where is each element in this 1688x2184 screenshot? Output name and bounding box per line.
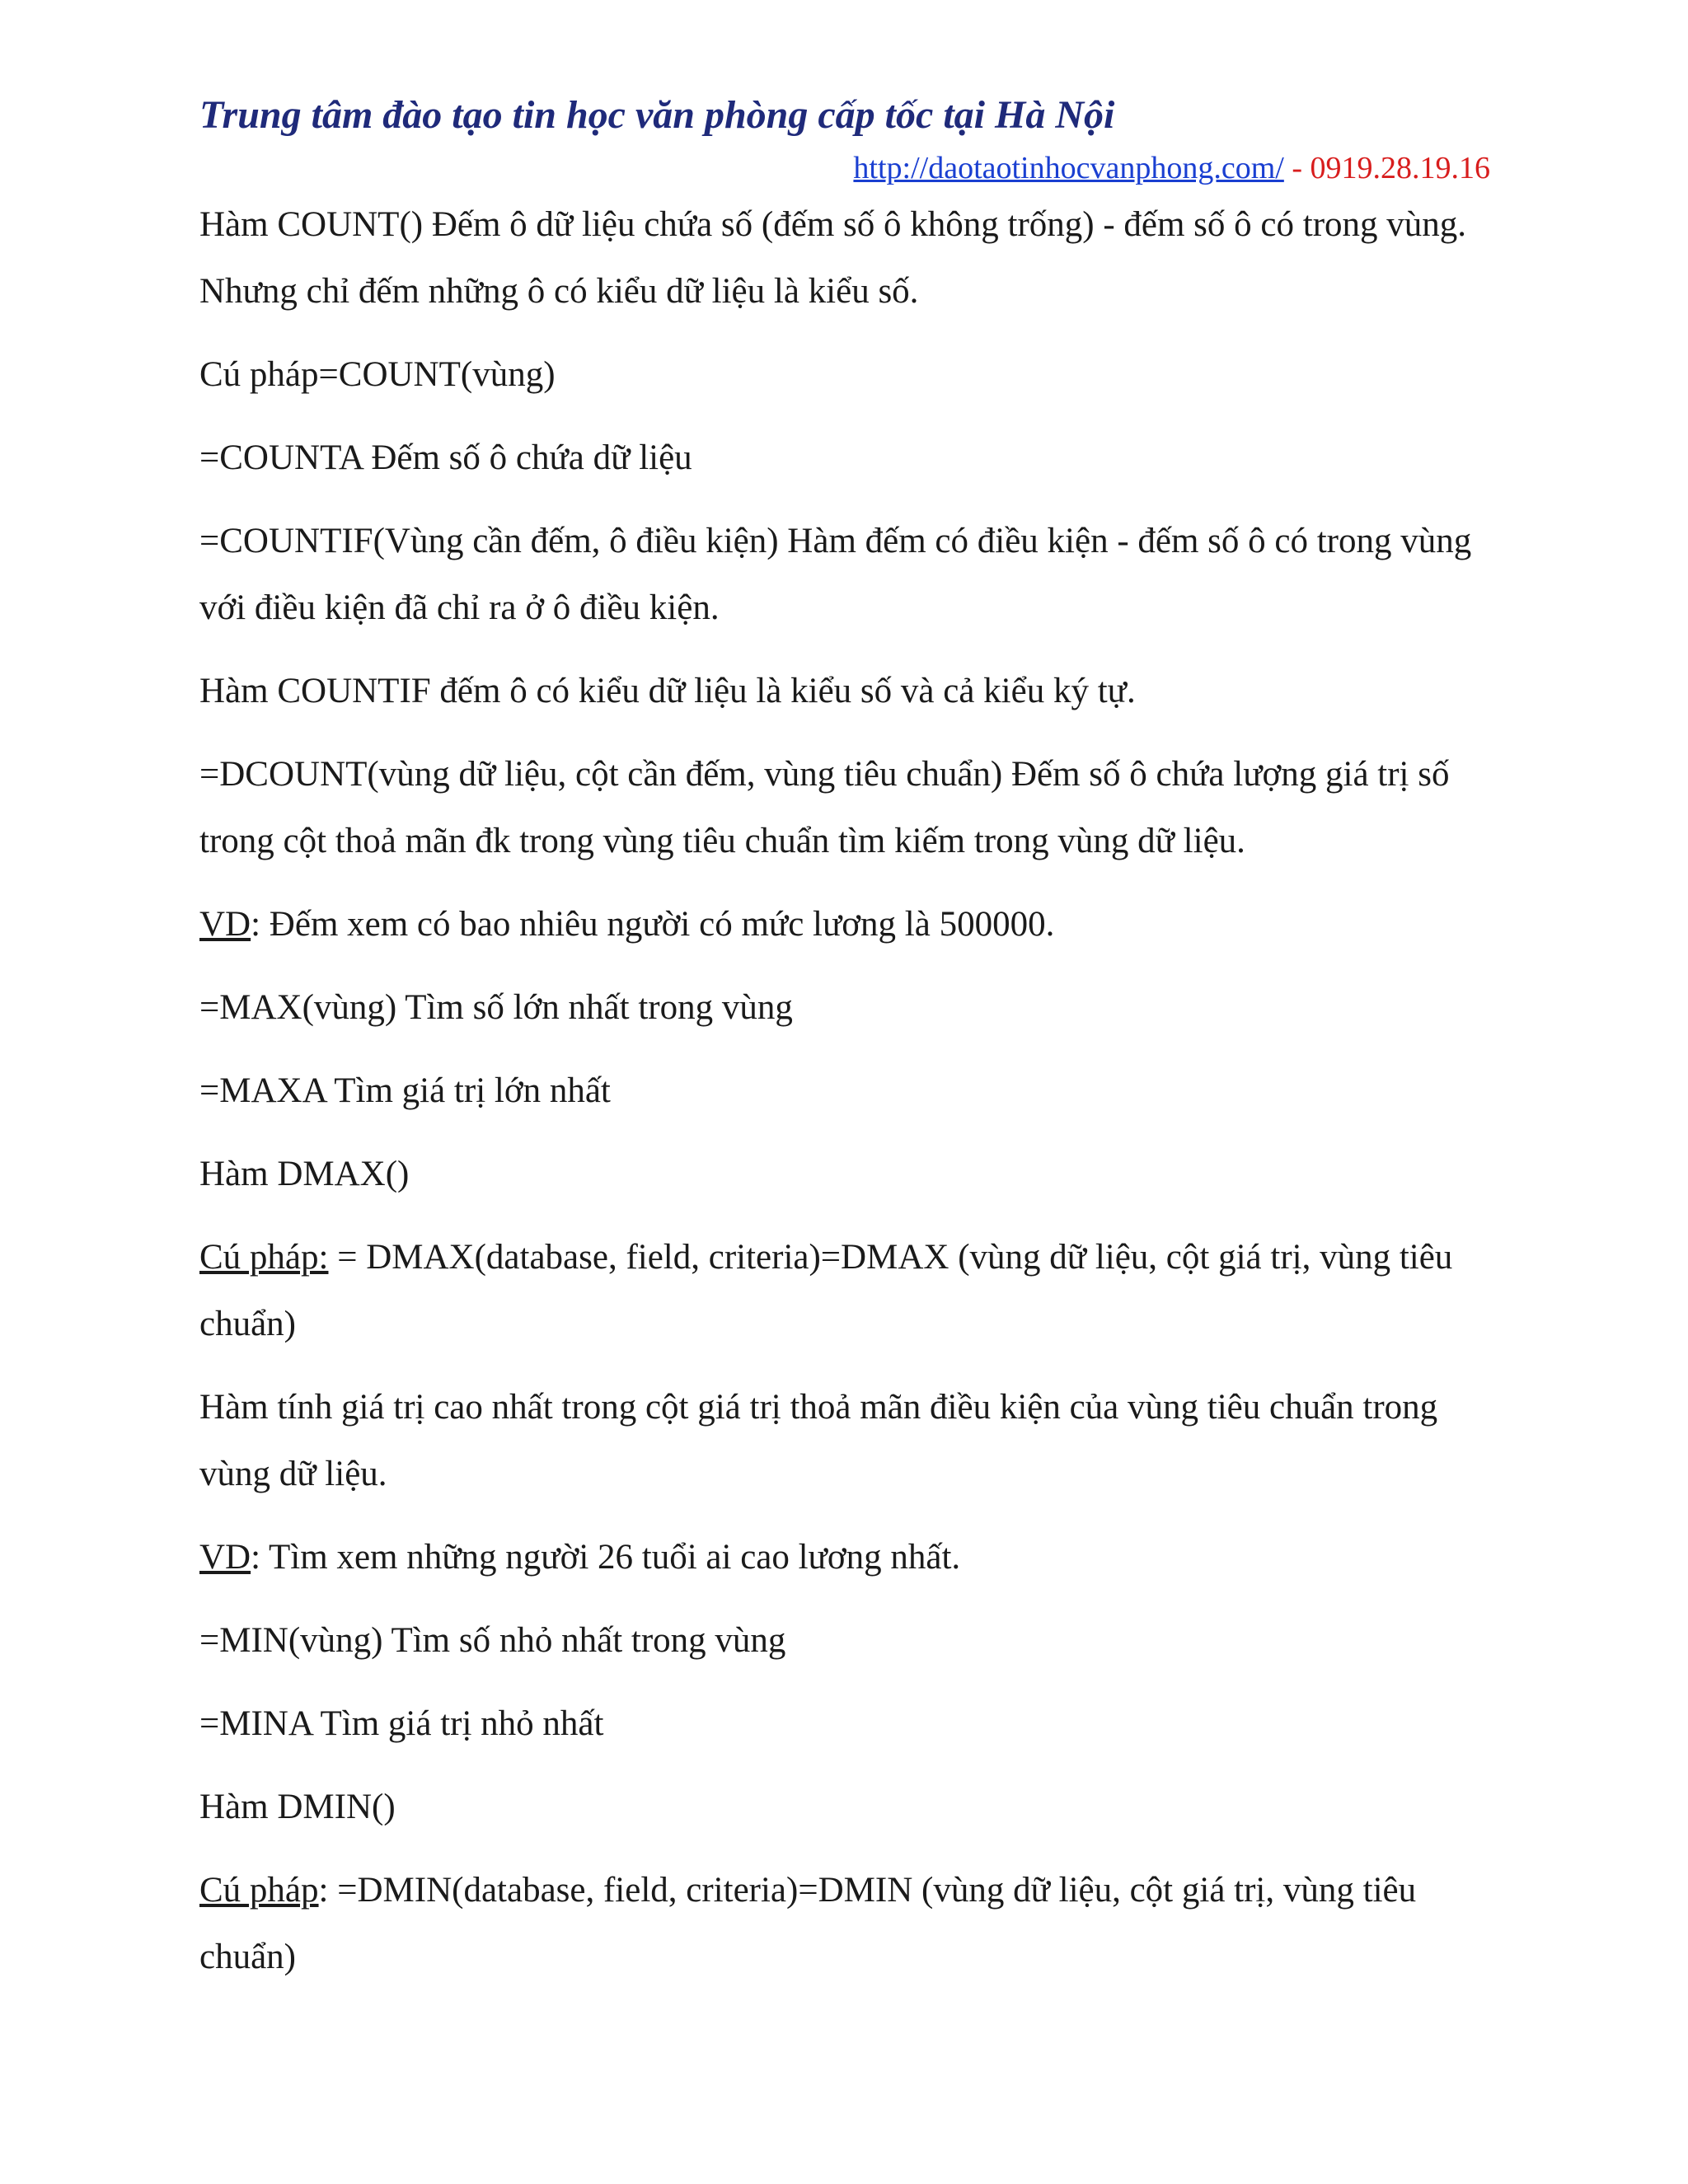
document-body bbox=[199, 191, 1502, 2007]
syntax-text: = DMAX(database, field, criteria)=DMAX (vùng dữ liệu, cột giá trị, vùng tiêu chuẩn) bbox=[199, 1238, 1453, 1343]
paragraph-countif-note: Hàm COUNTIF đếm ô có kiểu dữ liệu là kiểu số và cả kiểu ký tự. bbox=[199, 672, 1136, 710]
website-link[interactable]: http://daotaotinhocvanphong.com/ bbox=[853, 151, 1284, 185]
paragraph-min: =MIN(vùng) Tìm số nhỏ nhất trong vùng bbox=[199, 1621, 786, 1660]
paragraph-dmin-heading: Hàm DMIN() bbox=[199, 1788, 396, 1826]
example-text: : Đếm xem có bao nhiêu người có mức lương là 500000. bbox=[251, 905, 1055, 944]
paragraph-max: =MAX(vùng) Tìm số lớn nhất trong vùng bbox=[199, 988, 793, 1027]
phone-number: 0919.28.19.16 bbox=[1310, 151, 1490, 185]
paragraph-count-syntax: Cú pháp=COUNT(vùng) bbox=[199, 355, 556, 394]
header-contact bbox=[853, 150, 1490, 186]
example-label: VD bbox=[199, 905, 251, 944]
paragraph-count: Hàm COUNT() Đếm ô dữ liệu chứa số (đếm số ô không trống) - đếm số ô có trong vùng. Nhưng chỉ đếm những ô có kiểu dữ liệu là kiểu số. bbox=[199, 205, 1467, 311]
paragraph-dcount-example bbox=[199, 891, 1502, 958]
paragraph-dmax-example bbox=[199, 1524, 1502, 1591]
syntax-label: Cú pháp: bbox=[199, 1238, 329, 1277]
syntax-label: Cú pháp bbox=[199, 1871, 319, 1910]
example-label: VD bbox=[199, 1538, 251, 1577]
paragraph-maxa: =MAXA Tìm giá trị lớn nhất bbox=[199, 1071, 611, 1110]
header-title: Trung tâm đào tạo tin học văn phòng cấp tốc tại Hà Nội bbox=[199, 93, 1115, 137]
paragraph-dcount: =DCOUNT(vùng dữ liệu, cột cần đếm, vùng tiêu chuẩn) Đếm số ô chứa lượng giá trị số trong cột thoả mãn đk trong vùng tiêu chuẩn tìm kiếm trong vùng dữ liệu. bbox=[199, 755, 1450, 860]
example-text: : Tìm xem những người 26 tuổi ai cao lương nhất. bbox=[251, 1538, 961, 1577]
paragraph-dmax-description: Hàm tính giá trị cao nhất trong cột giá trị thoả mãn điều kiện của vùng tiêu chuẩn trong vùng dữ liệu. bbox=[199, 1388, 1438, 1493]
paragraph-mina: =MINA Tìm giá trị nhỏ nhất bbox=[199, 1704, 604, 1743]
paragraph-dmax-syntax bbox=[199, 1224, 1502, 1357]
paragraph-dmax-heading: Hàm DMAX() bbox=[199, 1155, 410, 1193]
paragraph-dmin-syntax bbox=[199, 1857, 1502, 1990]
paragraph-counta: =COUNTA Đếm số ô chứa dữ liệu bbox=[199, 438, 692, 477]
header-separator: - bbox=[1283, 151, 1311, 185]
paragraph-countif: =COUNTIF(Vùng cần đếm, ô điều kiện) Hàm đếm có điều kiện - đếm số ô có trong vùng với điều kiện đã chỉ ra ở ô điều kiện. bbox=[199, 522, 1472, 627]
syntax-text: : =DMIN(database, field, criteria)=DMIN (vùng dữ liệu, cột giá trị, vùng tiêu chuẩn) bbox=[199, 1871, 1417, 1976]
